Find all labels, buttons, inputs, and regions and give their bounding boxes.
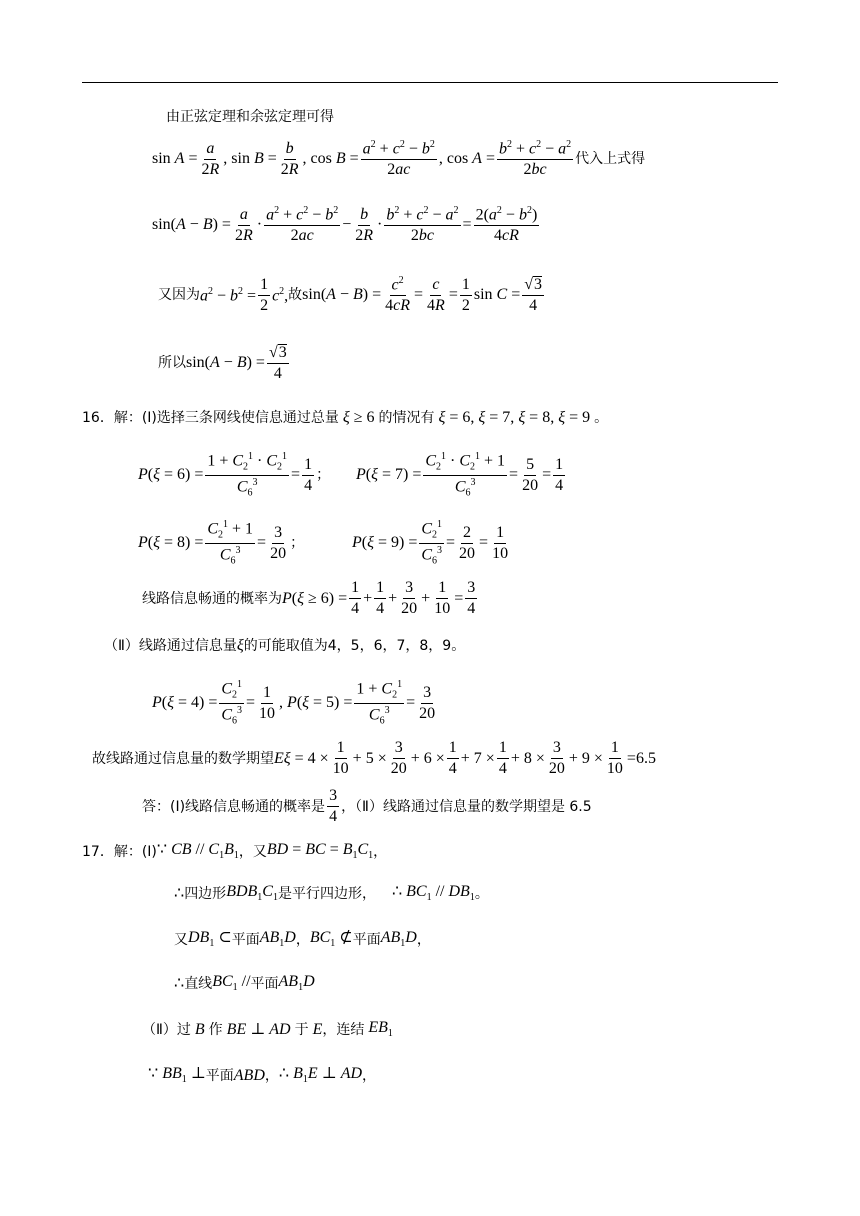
q16-expectation: 故线路通过信息量的数学期望 Eξ = 4 × $\frac{1}{10}$ + 5 × $\frac{3}{20}$ + 6 × $\frac{1}{4}$ + 7 × $\frac{1}{4}$ + 8 × $\frac{3}{20}$ + 9 × $\frac{1}{10}$ = 6.5 bbox=[92, 739, 656, 777]
formula-sin-cos: sin A = $\frac{a}{2R}$ , sin B = $\frac{b}{2R}$ , cos B = $\frac{a^2 + c^2 - b^2}{2ac}$ , cos A = $\frac{b^2 + c^2 - a^2}{2bc}$ 代入上式得 bbox=[152, 139, 646, 179]
q16-heading: 16．解： (Ⅰ)选择三条网线使信息通过总量 ξ ≥ 6 的情况有 ξ = 6, ξ = 7, ξ = 8, ξ = 9 。 bbox=[82, 409, 609, 426]
q17-line3: 又 $DB_1$ ⊂ 平面 $AB_1D$ ， $BC_1$ ⊄ 平面 $AB_1D$ ， bbox=[174, 929, 431, 950]
formula-again: 又因为 $a^2 - b^2$ = $\frac{1}{2}$ $c^2$, 故 sin(A − B) = $\frac{c^2}{4cR}$ = $\frac{c}{4R}$ = $\frac{1}{2}$ sin C = $\frac{√3}{4}$ bbox=[158, 275, 542, 315]
q16-number: 16．解： bbox=[82, 410, 142, 426]
q16-prob-line: 线路信息畅通的概率为 P(ξ ≥ 6) = $\frac{1}{4}$ + $\frac{1}{4}$ + $\frac{3}{20}$ + $\frac{1}{10}$ = $\frac{3}{4}$ bbox=[142, 579, 476, 617]
q16-answer: 答：(Ⅰ)线路信息畅通的概率是 3 4 ，（Ⅱ）线路通过信息量的数学期望是 6.5 bbox=[142, 787, 592, 825]
intro-text: 由正弦定理和余弦定理可得 bbox=[166, 109, 334, 125]
formula-sin-diff: sin(A − B) = $\frac{a}{2R}$ · $a^2 + c^2 - b^2$ 2ac − $\frac{b}{2R}$ · $\frac{b^2 + c^2 - a^2}{2bc}$ = $\frac{2(a^2 - b^2)}{4cR}$ bbox=[152, 205, 538, 245]
q17-heading: 17．解： (Ⅰ) ∵ CB // $C_1B_1$ ，又 BD = BC = $B_1C_1$ ， bbox=[82, 841, 388, 862]
sub-into-text: 代入上式得 bbox=[575, 151, 646, 168]
expectation-result: 6.5 bbox=[635, 749, 656, 767]
q16-p9: P(ξ = 9) = $\frac{C_2^1}{C_6^3}$ = $\frac{2}{20}$ = $\frac{1}{10}$ bbox=[352, 519, 509, 567]
header-rule bbox=[82, 82, 778, 83]
q17-line6: ∵ $BB_1$ ⊥ 平面 ABD ， ∴ $B_1E$ ⊥ AD ， bbox=[148, 1065, 377, 1086]
again-text: 又因为 bbox=[158, 287, 200, 304]
q16-p6: P(ξ = 6) = $\frac{1 + C_2^1 \cdot C_2^1}{C_6^3}$ = $\frac{1}{4}$ ； bbox=[138, 451, 331, 499]
q17-part2: （Ⅱ）过 B 作 BE ⊥ AD 于 E ，连结 $EB_1$ bbox=[142, 1019, 393, 1040]
q16-p4-p5: P(ξ = 4) = $\frac{C_2^1}{C_6^3}$ = $\frac{1}{10}$ , P(ξ = 5) = $\frac{1 + C_2^1}{C_6^3}$ = $\frac{3}{20}$ bbox=[152, 679, 436, 727]
q17-line2: ∴ 四边形 $BDB_1C_1$ 是平行四边形， ∴ $BC_1 // DB_1$ 。 bbox=[174, 883, 489, 904]
therefore-text: 故 bbox=[288, 287, 303, 304]
q17-number: 17．解： bbox=[82, 843, 142, 860]
q16-part2: （Ⅱ）线路通过信息量 ξ 的可能取值为4，5，6，7，8，9。 bbox=[104, 637, 466, 654]
so-text: 所以 bbox=[158, 355, 186, 371]
formula-so: 所以 sin(A − B) = $\frac{√3}{4}$ bbox=[158, 344, 287, 382]
q16-p7: P(ξ = 7) = $\frac{C_2^1 \cdot C_2^1 + 1}{C_6^3}$ = $\frac{5}{20}$ = $\frac{1}{4}$ bbox=[356, 451, 564, 499]
q16-p8: P(ξ = 8) = $\frac{C_2^1 + 1}{C_6^3}$ = $\frac{3}{20}$ ； bbox=[138, 519, 305, 567]
q17-line4: ∴ 直线 $BC_1$ // 平面 $AB_1D$ bbox=[174, 973, 315, 994]
